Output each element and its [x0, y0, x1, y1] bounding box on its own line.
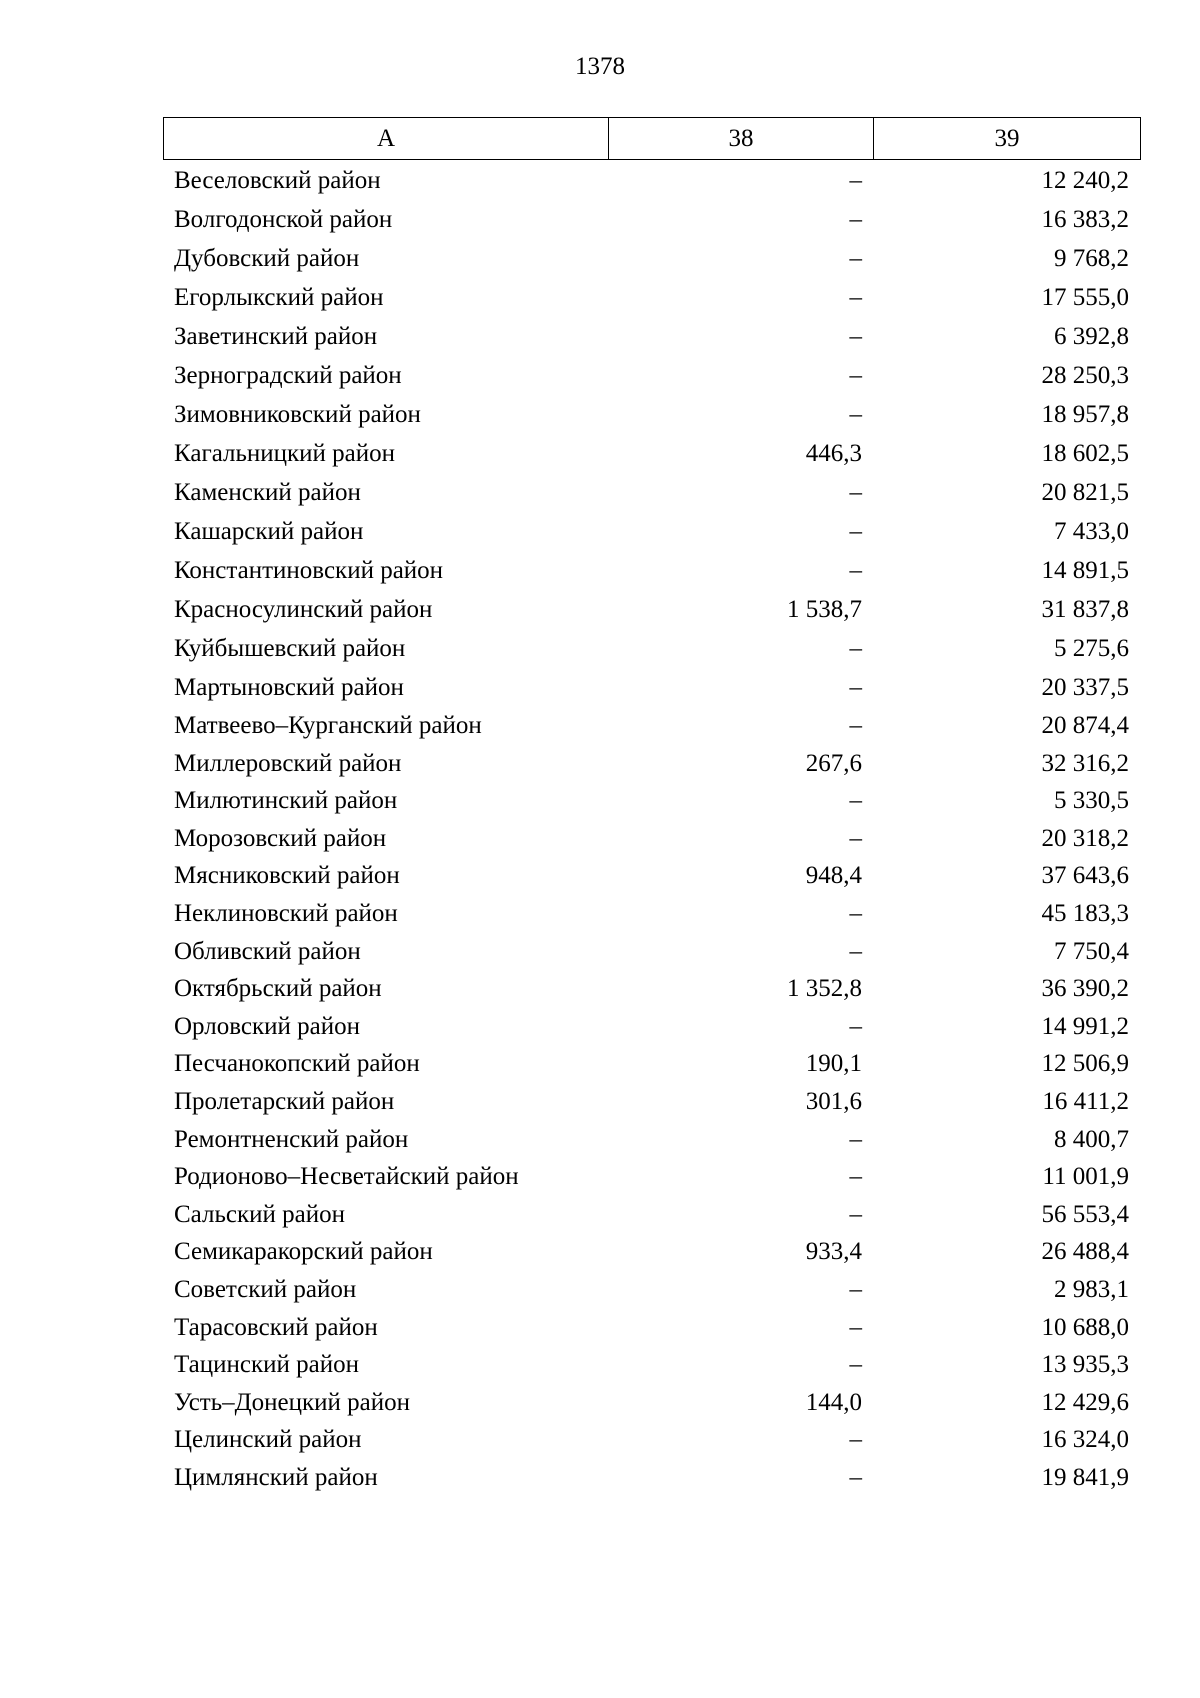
- value-column-38: –: [849, 518, 862, 545]
- value-column-39: 5 330,5: [1054, 787, 1129, 815]
- table-row: [163, 551, 1141, 590]
- value-column-39: 17 555,0: [1041, 284, 1129, 311]
- district-name: Волгодонской район: [174, 206, 393, 233]
- table-body: [163, 161, 1141, 1496]
- district-name: Зерноградский район: [174, 362, 402, 389]
- district-name: Кагальницкий район: [174, 440, 396, 467]
- district-name: Тарасовский район: [174, 1313, 378, 1341]
- value-column-38: –: [849, 1125, 862, 1153]
- district-name: Неклиновский район: [174, 899, 398, 927]
- district-name: Целинский район: [174, 1426, 362, 1454]
- table-row: [163, 395, 1141, 434]
- district-name: Константиновский район: [174, 557, 444, 584]
- district-name: Миллеровский район: [174, 749, 402, 777]
- value-column-38: –: [849, 362, 862, 389]
- district-name: Милютинский район: [174, 787, 398, 815]
- value-column-38: –: [849, 206, 862, 233]
- value-column-39: 20 318,2: [1041, 824, 1129, 852]
- value-column-38: –: [849, 787, 862, 815]
- district-name: Матвеево–Курганский район: [174, 712, 482, 739]
- value-column-38: 267,6: [805, 749, 862, 777]
- value-column-38: –: [849, 899, 862, 927]
- district-name: Каменский район: [174, 479, 361, 506]
- value-column-38: –: [849, 1163, 862, 1191]
- table-row: [163, 1158, 1141, 1196]
- table-row: [163, 1459, 1141, 1497]
- value-column-39: 5 275,6: [1054, 635, 1129, 662]
- district-name: Сальский район: [174, 1200, 345, 1228]
- value-column-39: 26 488,4: [1041, 1238, 1129, 1266]
- value-column-38: –: [849, 824, 862, 852]
- value-column-38: 1 352,8: [787, 975, 862, 1003]
- district-name: Куйбышевский район: [174, 635, 406, 662]
- table-row: [163, 745, 1141, 783]
- value-column-38: –: [849, 1313, 862, 1341]
- value-column-39: 37 643,6: [1041, 862, 1129, 890]
- value-column-38: –: [849, 1275, 862, 1303]
- table-row: [163, 933, 1141, 971]
- value-column-38: –: [849, 479, 862, 506]
- table-row: [163, 356, 1141, 395]
- value-column-39: 7 433,0: [1054, 518, 1129, 545]
- value-column-39: 31 837,8: [1041, 596, 1129, 623]
- district-name: Мясниковский район: [174, 862, 400, 890]
- value-column-39: 32 316,2: [1041, 749, 1129, 777]
- district-name: Морозовский район: [174, 824, 387, 852]
- district-name: Кашарский район: [174, 518, 364, 545]
- table-row: [163, 820, 1141, 858]
- value-column-38: –: [849, 284, 862, 311]
- table-row: [163, 1421, 1141, 1459]
- table-row: [163, 1045, 1141, 1083]
- value-column-39: 9 768,2: [1054, 245, 1129, 272]
- value-column-38: –: [849, 245, 862, 272]
- table-row: [163, 1083, 1141, 1121]
- district-name: Красносулинский район: [174, 596, 433, 623]
- district-name: Орловский район: [174, 1012, 360, 1040]
- district-name: Егорлыкский район: [174, 284, 384, 311]
- value-column-39: 18 602,5: [1041, 440, 1129, 467]
- value-column-39: 20 874,4: [1041, 712, 1129, 739]
- value-column-39: 20 821,5: [1041, 479, 1129, 506]
- value-column-39: 19 841,9: [1041, 1463, 1129, 1491]
- district-name: Советский район: [174, 1275, 357, 1303]
- district-name: Ремонтненский район: [174, 1125, 409, 1153]
- table-row: [163, 1384, 1141, 1422]
- value-column-38: –: [849, 1012, 862, 1040]
- value-column-39: 56 553,4: [1041, 1200, 1129, 1228]
- table-row: [163, 317, 1141, 356]
- table-row: [163, 1196, 1141, 1234]
- value-column-38: 301,6: [805, 1087, 862, 1115]
- value-column-39: 12 240,2: [1041, 167, 1129, 194]
- table-row: [163, 668, 1141, 707]
- district-name: Заветинский район: [174, 323, 378, 350]
- table-row: [163, 1309, 1141, 1347]
- table-row: [163, 857, 1141, 895]
- value-column-39: 16 324,0: [1041, 1426, 1129, 1454]
- value-column-39: 2 983,1: [1054, 1275, 1129, 1303]
- value-column-38: –: [849, 937, 862, 965]
- value-column-38: 948,4: [805, 862, 862, 890]
- district-name: Мартыновский район: [174, 674, 404, 701]
- value-column-39: 20 337,5: [1041, 674, 1129, 701]
- header-column-39: 39: [994, 124, 1020, 152]
- value-column-38: 1 538,7: [787, 596, 862, 623]
- district-name: Родионово–Несветайский район: [174, 1163, 519, 1191]
- value-column-38: –: [849, 1463, 862, 1491]
- table-row: [163, 782, 1141, 820]
- value-column-39: 28 250,3: [1041, 362, 1129, 389]
- value-column-39: 14 991,2: [1041, 1012, 1129, 1040]
- table-row: [163, 473, 1141, 512]
- value-column-38: –: [849, 674, 862, 701]
- value-column-39: 10 688,0: [1041, 1313, 1129, 1341]
- value-column-39: 12 429,6: [1041, 1388, 1129, 1416]
- table-row: [163, 1271, 1141, 1309]
- value-column-39: 45 183,3: [1041, 899, 1129, 927]
- value-column-39: 11 001,9: [1042, 1163, 1129, 1191]
- table-row: [163, 895, 1141, 933]
- value-column-38: –: [849, 712, 862, 739]
- header-column-38: 38: [609, 118, 874, 159]
- value-column-39: 36 390,2: [1041, 975, 1129, 1003]
- value-column-38: 933,4: [805, 1238, 862, 1266]
- value-column-39: 16 411,2: [1042, 1087, 1129, 1115]
- district-name: Пролетарский район: [174, 1087, 395, 1115]
- value-column-38: 446,3: [805, 440, 862, 467]
- value-column-39: 13 935,3: [1041, 1351, 1129, 1379]
- table-row: [163, 707, 1141, 745]
- table-row: [163, 278, 1141, 317]
- value-column-38: –: [849, 1426, 862, 1454]
- value-column-39: 8 400,7: [1054, 1125, 1129, 1153]
- table-row: [163, 1121, 1141, 1159]
- value-column-38: 190,1: [805, 1050, 862, 1078]
- district-name: Веселовский район: [174, 167, 381, 194]
- table-row: [163, 512, 1141, 551]
- table-row: [163, 1233, 1141, 1271]
- value-column-38: 144,0: [805, 1388, 862, 1416]
- value-column-38: –: [849, 401, 862, 428]
- value-column-38: –: [849, 323, 862, 350]
- value-column-39: 18 957,8: [1041, 401, 1129, 428]
- value-column-38: –: [849, 1200, 862, 1228]
- district-name: Обливский район: [174, 937, 361, 965]
- district-name: Октябрьский район: [174, 975, 382, 1003]
- district-name: Тацинский район: [174, 1351, 359, 1379]
- value-column-39: 6 392,8: [1054, 323, 1129, 350]
- table-header: [163, 117, 1141, 160]
- table-row: [163, 1008, 1141, 1046]
- page-number: 1378: [575, 53, 625, 80]
- district-name: Песчанокопский район: [174, 1050, 420, 1078]
- district-name: Цимлянский район: [174, 1463, 378, 1491]
- table-row: [163, 1346, 1141, 1384]
- table-row: [163, 590, 1141, 629]
- table-row: [163, 434, 1141, 473]
- header-column-a: А: [164, 118, 609, 159]
- table-row: [163, 970, 1141, 1008]
- value-column-38: –: [849, 557, 862, 584]
- value-column-39: 7 750,4: [1054, 937, 1129, 965]
- table-row: [163, 200, 1141, 239]
- table-row: [163, 629, 1141, 668]
- table-row: [163, 239, 1141, 278]
- district-name: Семикаракорский район: [174, 1238, 433, 1266]
- value-column-38: –: [849, 167, 862, 194]
- value-column-39: 12 506,9: [1041, 1050, 1129, 1078]
- value-column-38: –: [849, 1351, 862, 1379]
- value-column-39: 14 891,5: [1041, 557, 1129, 584]
- value-column-39: 16 383,2: [1041, 206, 1129, 233]
- district-name: Зимовниковский район: [174, 401, 421, 428]
- district-name: Дубовский район: [174, 245, 360, 272]
- value-column-38: –: [849, 635, 862, 662]
- table-row: [163, 161, 1141, 200]
- district-name: Усть–Донецкий район: [174, 1388, 411, 1416]
